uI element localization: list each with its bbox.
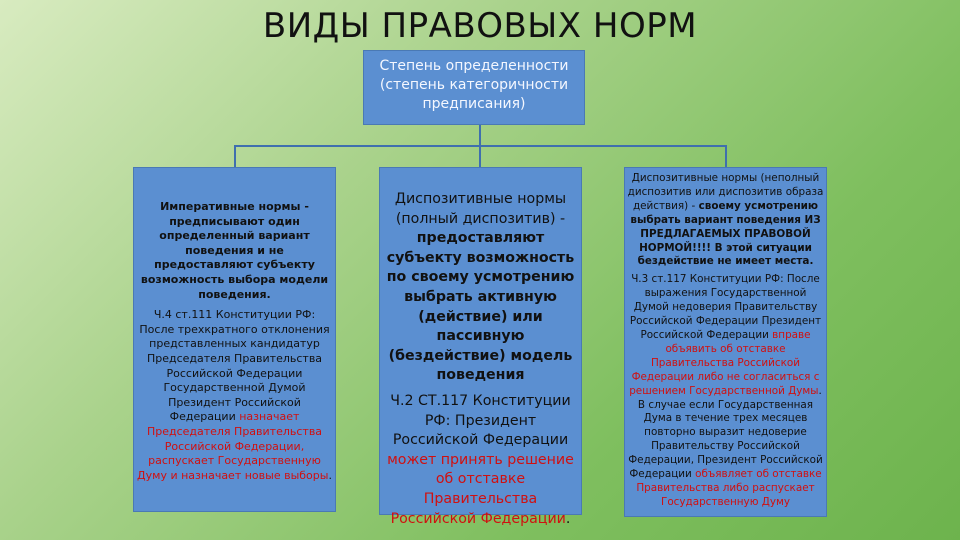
partial-dispositive-example-text-2: . В случае если Государственная Дума в течение трех месяцев повторно выразит недоверие Правительству Российской Федерации, Президент Российской Федерации bbox=[628, 384, 823, 481]
full-dispositive-example-end: . bbox=[565, 510, 571, 527]
connector-trunk bbox=[479, 125, 481, 146]
partial-dispositive-emphasis-2: объявляет об отставке Правительства либо распускает Государственную Думу bbox=[636, 468, 822, 508]
category-text: Степень определенности (степень категоричности предписания) bbox=[379, 58, 569, 112]
partial-dispositive-emphasis-1: вправе объявить об отставке Правительства Российской Федерации либо не согласиться с решением Государственной Думы bbox=[629, 328, 820, 397]
page-title: ВИДЫ ПРАВОВЫХ НОРМ bbox=[262, 6, 698, 46]
imperative-example-end: . bbox=[328, 468, 332, 482]
imperative-example-emphasis: назначает Председателя Правительства Российской Федерации, распускает Государственную Думу и назначает новые выборы bbox=[137, 410, 329, 482]
full-dispositive-example-emphasis: может принять решение об отставке Правительства Российской Федерации bbox=[387, 451, 574, 527]
imperative-norms-box bbox=[133, 167, 336, 512]
full-dispositive-heading: Диспозитивные нормы (полный диспозитив) - bbox=[394, 191, 567, 227]
connector-right bbox=[725, 145, 727, 167]
full-dispositive-example bbox=[384, 392, 577, 529]
full-dispositive-box bbox=[379, 167, 582, 527]
full-dispositive-definition bbox=[384, 190, 577, 386]
imperative-example-text: Ч.4 ст.111 Конституции РФ: После трехкратного отклонения представленных кандидатур Председателя Правительства Российской Федерации Государственной Думой Президент Российской Федерации bbox=[139, 308, 330, 424]
full-dispositive-bold: предоставляют субъекту возможность по своему усмотрению выбрать активную (действие) или пассивную (бездействие) модель поведения bbox=[386, 230, 575, 384]
imperative-definition: Императивные нормы - предписывают один определенный вариант поведения и не предоставляют субъекту возможность выбора модели поведения. bbox=[140, 200, 329, 301]
partial-dispositive-intro: Диспозитивные нормы (неполный диспозитив или диспозитив образа действия) - bbox=[627, 172, 824, 212]
connector-mid bbox=[479, 145, 481, 167]
partial-dispositive-example-text: Ч.3 ст.117 Конституции РФ: После выражения Государственной Думой недоверия Правительству Российской Федерации Президент Российской Федерации bbox=[629, 273, 822, 341]
partial-dispositive-bold: своему усмотрению выбрать вариант поведения ИЗ ПРЕДЛАГАЕМЫХ ПРАВОВОЙ НОРМОЙ!!!! В этой ситуации бездействие не имеет места. bbox=[630, 199, 821, 268]
imperative-example bbox=[137, 308, 332, 483]
partial-dispositive-definition bbox=[627, 172, 824, 269]
partial-dispositive-box bbox=[624, 167, 827, 517]
partial-dispositive-example bbox=[627, 273, 824, 509]
full-dispositive-example-text: Ч.2 СТ.117 Конституции РФ: Президент Российской Федерации bbox=[390, 392, 571, 449]
connector-left bbox=[234, 145, 236, 167]
category-box bbox=[363, 50, 585, 125]
